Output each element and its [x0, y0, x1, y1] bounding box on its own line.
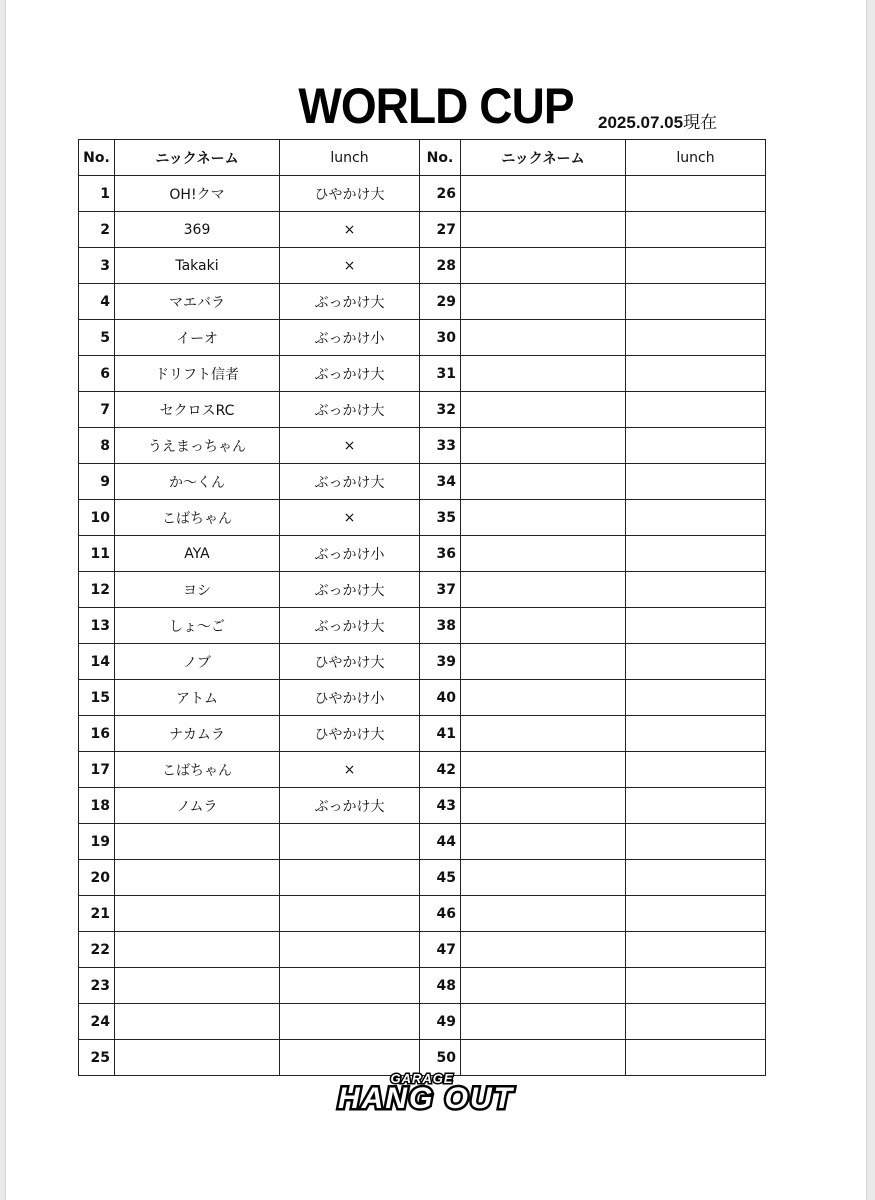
table-row [79, 284, 766, 320]
table-row [79, 680, 766, 716]
entry-nickname [461, 536, 626, 572]
entry-nickname [461, 572, 626, 608]
entry-number: 28 [420, 248, 461, 284]
entry-number: 41 [420, 716, 461, 752]
entry-number: 3 [79, 248, 115, 284]
roster-body [79, 176, 766, 1076]
entry-number: 34 [420, 464, 461, 500]
entry-lunch: × [280, 752, 420, 788]
entry-number: 35 [420, 500, 461, 536]
entry-number: 16 [79, 716, 115, 752]
entry-nickname [115, 824, 280, 860]
entry-nickname [461, 428, 626, 464]
col-header-no: No. [420, 140, 461, 176]
entry-nickname [461, 1004, 626, 1040]
entry-number: 39 [420, 644, 461, 680]
entry-lunch: ぶっかけ大 [280, 356, 420, 392]
entry-number: 44 [420, 824, 461, 860]
entry-number: 26 [420, 176, 461, 212]
date-suffix: 現在 [683, 113, 718, 132]
entry-lunch [626, 932, 766, 968]
entry-nickname [115, 968, 280, 1004]
entry-lunch: ぶっかけ大 [280, 392, 420, 428]
date-value: 2025.07.05 [598, 113, 684, 132]
entry-lunch: ひやかけ大 [280, 716, 420, 752]
entry-number: 45 [420, 860, 461, 896]
entry-nickname [461, 860, 626, 896]
entry-lunch [626, 968, 766, 1004]
table-row [79, 572, 766, 608]
entry-lunch: × [280, 500, 420, 536]
entry-nickname [461, 500, 626, 536]
entry-number: 31 [420, 356, 461, 392]
entry-nickname: ナカムラ [115, 716, 280, 752]
entry-lunch: ひやかけ大 [280, 176, 420, 212]
entry-nickname [461, 824, 626, 860]
entry-nickname: OH!クマ [115, 176, 280, 212]
entry-nickname [115, 860, 280, 896]
entry-lunch: × [280, 248, 420, 284]
table-row [79, 356, 766, 392]
entry-number: 48 [420, 968, 461, 1004]
entry-lunch [626, 464, 766, 500]
entry-lunch: ひやかけ小 [280, 680, 420, 716]
entry-number: 12 [79, 572, 115, 608]
table-row [79, 392, 766, 428]
table-row [79, 752, 766, 788]
entry-lunch [626, 716, 766, 752]
col-header-nickname: ニックネーム [461, 140, 626, 176]
entry-lunch: ひやかけ大 [280, 644, 420, 680]
entry-number: 13 [79, 608, 115, 644]
col-header-no: No. [79, 140, 115, 176]
entry-nickname: ノムラ [115, 788, 280, 824]
entry-lunch [626, 248, 766, 284]
entry-number: 30 [420, 320, 461, 356]
entry-nickname: イーオ [115, 320, 280, 356]
entry-lunch: ぶっかけ大 [280, 788, 420, 824]
table-row [79, 464, 766, 500]
entry-number: 23 [79, 968, 115, 1004]
entry-lunch [626, 392, 766, 428]
entry-lunch: ぶっかけ小 [280, 320, 420, 356]
entry-number: 6 [79, 356, 115, 392]
entry-nickname: AYA [115, 536, 280, 572]
entry-nickname [461, 896, 626, 932]
entry-lunch: ぶっかけ大 [280, 464, 420, 500]
entry-nickname [461, 212, 626, 248]
entry-nickname: ノブ [115, 644, 280, 680]
entry-nickname [115, 1040, 280, 1076]
entry-nickname: マエバラ [115, 284, 280, 320]
entry-number: 18 [79, 788, 115, 824]
entry-nickname [461, 932, 626, 968]
col-header-lunch: lunch [280, 140, 420, 176]
table-row [79, 824, 766, 860]
entry-number: 29 [420, 284, 461, 320]
entry-lunch [626, 824, 766, 860]
entry-lunch [280, 1004, 420, 1040]
entry-nickname [461, 392, 626, 428]
entry-number: 50 [420, 1040, 461, 1076]
entry-number: 42 [420, 752, 461, 788]
entry-lunch [626, 500, 766, 536]
entry-lunch [626, 320, 766, 356]
entry-number: 33 [420, 428, 461, 464]
entry-number: 40 [420, 680, 461, 716]
entry-nickname: ドリフト信者 [115, 356, 280, 392]
col-header-nickname: ニックネーム [115, 140, 280, 176]
table-header-row [79, 140, 766, 176]
entry-number: 10 [79, 500, 115, 536]
entry-nickname [461, 788, 626, 824]
entry-number: 17 [79, 752, 115, 788]
table-row [79, 932, 766, 968]
entry-nickname: Takaki [115, 248, 280, 284]
entry-lunch [626, 644, 766, 680]
entry-lunch [626, 1004, 766, 1040]
entry-number: 8 [79, 428, 115, 464]
entry-lunch [626, 536, 766, 572]
entry-lunch [626, 356, 766, 392]
entry-number: 1 [79, 176, 115, 212]
entry-number: 20 [79, 860, 115, 896]
table-row [79, 500, 766, 536]
entry-nickname: ヨシ [115, 572, 280, 608]
entry-nickname [461, 464, 626, 500]
entry-number: 43 [420, 788, 461, 824]
entry-nickname [461, 644, 626, 680]
table-row [79, 860, 766, 896]
entry-nickname: しょ～ご [115, 608, 280, 644]
table-row [79, 320, 766, 356]
table-row [79, 1004, 766, 1040]
entry-lunch [626, 788, 766, 824]
entry-number: 15 [79, 680, 115, 716]
table-row [79, 176, 766, 212]
table-row [79, 212, 766, 248]
table-row [79, 536, 766, 572]
entry-lunch: ぶっかけ大 [280, 284, 420, 320]
entry-number: 19 [79, 824, 115, 860]
entry-number: 24 [79, 1004, 115, 1040]
entry-number: 46 [420, 896, 461, 932]
entry-nickname: 369 [115, 212, 280, 248]
entry-nickname [461, 968, 626, 1004]
entry-lunch [626, 1040, 766, 1076]
entry-nickname [461, 176, 626, 212]
entry-number: 36 [420, 536, 461, 572]
entry-nickname: セクロスRC [115, 392, 280, 428]
entry-lunch: ぶっかけ大 [280, 572, 420, 608]
entry-number: 38 [420, 608, 461, 644]
entry-nickname: こばちゃん [115, 752, 280, 788]
entry-lunch [280, 860, 420, 896]
entry-nickname: うえまっちゃん [115, 428, 280, 464]
entry-lunch [280, 824, 420, 860]
entry-nickname: アトム [115, 680, 280, 716]
entry-nickname [115, 896, 280, 932]
entry-number: 14 [79, 644, 115, 680]
entry-lunch: ぶっかけ小 [280, 536, 420, 572]
logo-top-text: GARAGE [390, 1071, 454, 1086]
table-row [79, 968, 766, 1004]
roster-table [78, 139, 766, 1076]
entry-nickname [461, 716, 626, 752]
entry-nickname [461, 356, 626, 392]
entry-nickname [461, 320, 626, 356]
entry-lunch [626, 428, 766, 464]
logo-main-text: HANG OUT [338, 1082, 514, 1112]
entry-lunch [626, 608, 766, 644]
table-row [79, 896, 766, 932]
table-row [79, 716, 766, 752]
table-row [79, 428, 766, 464]
entry-lunch [626, 284, 766, 320]
entry-lunch [626, 572, 766, 608]
entry-number: 22 [79, 932, 115, 968]
table-row [79, 248, 766, 284]
entry-nickname [461, 248, 626, 284]
entry-nickname [115, 1004, 280, 1040]
entry-number: 4 [79, 284, 115, 320]
entry-number: 2 [79, 212, 115, 248]
entry-nickname [461, 680, 626, 716]
entry-number: 37 [420, 572, 461, 608]
entry-lunch [280, 968, 420, 1004]
entry-lunch: × [280, 212, 420, 248]
entry-number: 32 [420, 392, 461, 428]
entry-nickname [461, 752, 626, 788]
entry-lunch [626, 680, 766, 716]
entry-lunch [626, 860, 766, 896]
table-row [79, 788, 766, 824]
entry-nickname [461, 608, 626, 644]
entry-nickname [115, 932, 280, 968]
entry-lunch [280, 896, 420, 932]
entry-number: 25 [79, 1040, 115, 1076]
entry-nickname: か～くん [115, 464, 280, 500]
entry-lunch: ぶっかけ大 [280, 608, 420, 644]
entry-lunch [626, 176, 766, 212]
as-of-date [598, 108, 717, 133]
document-title: WORLD CUP [298, 78, 574, 134]
entry-lunch [626, 212, 766, 248]
entry-nickname: こばちゃん [115, 500, 280, 536]
table-row [79, 644, 766, 680]
entry-number: 47 [420, 932, 461, 968]
entry-nickname [461, 284, 626, 320]
entry-number: 11 [79, 536, 115, 572]
garage-hang-out-logo [272, 1070, 584, 1112]
entry-lunch [280, 932, 420, 968]
entry-lunch: × [280, 428, 420, 464]
entry-number: 21 [79, 896, 115, 932]
table-row [79, 608, 766, 644]
entry-number: 5 [79, 320, 115, 356]
entry-number: 9 [79, 464, 115, 500]
entry-number: 49 [420, 1004, 461, 1040]
entry-number: 7 [79, 392, 115, 428]
entry-lunch [626, 752, 766, 788]
col-header-lunch: lunch [626, 140, 766, 176]
entry-number: 27 [420, 212, 461, 248]
entry-lunch [626, 896, 766, 932]
